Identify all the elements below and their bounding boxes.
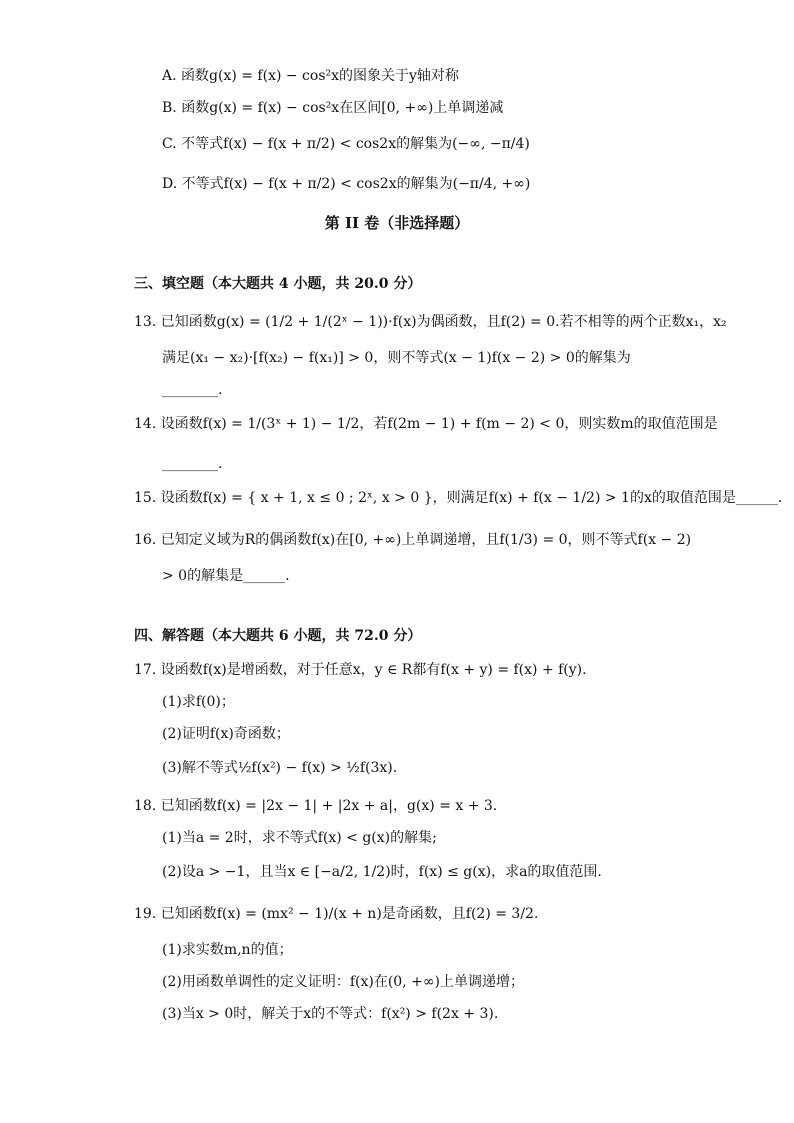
question-14-blank: ________.	[162, 456, 223, 472]
question-18-stem: 18. 已知函数f(x) = |2x − 1| + |2x + a|，g(x) = x + 3.	[134, 798, 498, 814]
question-19-stem: 19. 已知函数f(x) = (mx² − 1)/(x + n)是奇函数，且f(2) = 3/2.	[134, 906, 539, 922]
question-17-part-2: (2)证明f(x)奇函数；	[162, 726, 290, 742]
question-18-part-2: (2)设a > −1，且当x ∈ [−a/2, 1/2)时，f(x) ≤ g(x)，求a的取值范围.	[162, 864, 602, 880]
question-16-line-1: 16. 已知定义域为R的偶函数f(x)在[0, +∞)上单调递增，且f(1/3) = 0，则不等式f(x − 2)	[134, 532, 692, 548]
question-19-part-2: (2)用函数单调性的定义证明：f(x)在(0, +∞)上单调递增；	[162, 974, 524, 990]
question-17-stem: 17. 设函数f(x)是增函数，对于任意x，y ∈ R都有f(x + y) = f(x) + f(y).	[134, 662, 587, 678]
question-19-part-3: (3)当x > 0时，解关于x的不等式：f(x²) > f(2x + 3).	[162, 1006, 499, 1022]
question-19-part-1: (1)求实数m,n的值；	[162, 942, 293, 958]
question-13-line-1: 13. 已知函数g(x) = (1/2 + 1/(2ˣ − 1))·f(x)为偶函数，且f(2) = 0.若不相等的两个正数x₁，x₂	[134, 314, 727, 330]
question-18-part-1: (1)当a = 2时，求不等式f(x) < g(x)的解集;	[162, 830, 437, 846]
question-13-blank: ________.	[162, 382, 223, 398]
part-title: 第 II 卷（非选择题）	[324, 214, 470, 232]
option-a: A. 函数g(x) = f(x) − cos²x的图象关于y轴对称	[162, 68, 459, 84]
section-heading-fill-in: 三、填空题（本大题共 4 小题，共 20.0 分）	[134, 276, 422, 292]
section-heading-answer: 四、解答题（本大题共 6 小题，共 72.0 分）	[134, 628, 422, 644]
option-b: B. 函数g(x) = f(x) − cos²x在区间[0, +∞)上单调递减	[162, 100, 504, 116]
question-15-line-1: 15. 设函数f(x) = { x + 1, x ≤ 0 ; 2ˣ, x > 0 }，则满足f(x) + f(x − 1/2) > 1的x的取值范围是______.	[134, 490, 783, 506]
option-c: C. 不等式f(x) − f(x + π/2) < cos2x的解集为(−∞, −π/4)	[162, 136, 530, 152]
question-16-line-2: > 0的解集是______.	[162, 568, 290, 584]
question-17-part-3: (3)解不等式½f(x²) − f(x) > ½f(3x).	[162, 760, 398, 776]
option-d: D. 不等式f(x) − f(x + π/2) < cos2x的解集为(−π/4, +∞)	[162, 176, 531, 192]
question-17-part-1: (1)求f(0)；	[162, 694, 235, 710]
question-13-line-2: 满足(x₁ − x₂)·[f(x₂) − f(x₁)] > 0，则不等式(x − 1)f(x − 2) > 0的解集为	[162, 350, 631, 366]
question-14-line-1: 14. 设函数f(x) = 1/(3ˣ + 1) − 1/2，若f(2m − 1) + f(m − 2) < 0，则实数m的取值范围是	[134, 416, 718, 432]
